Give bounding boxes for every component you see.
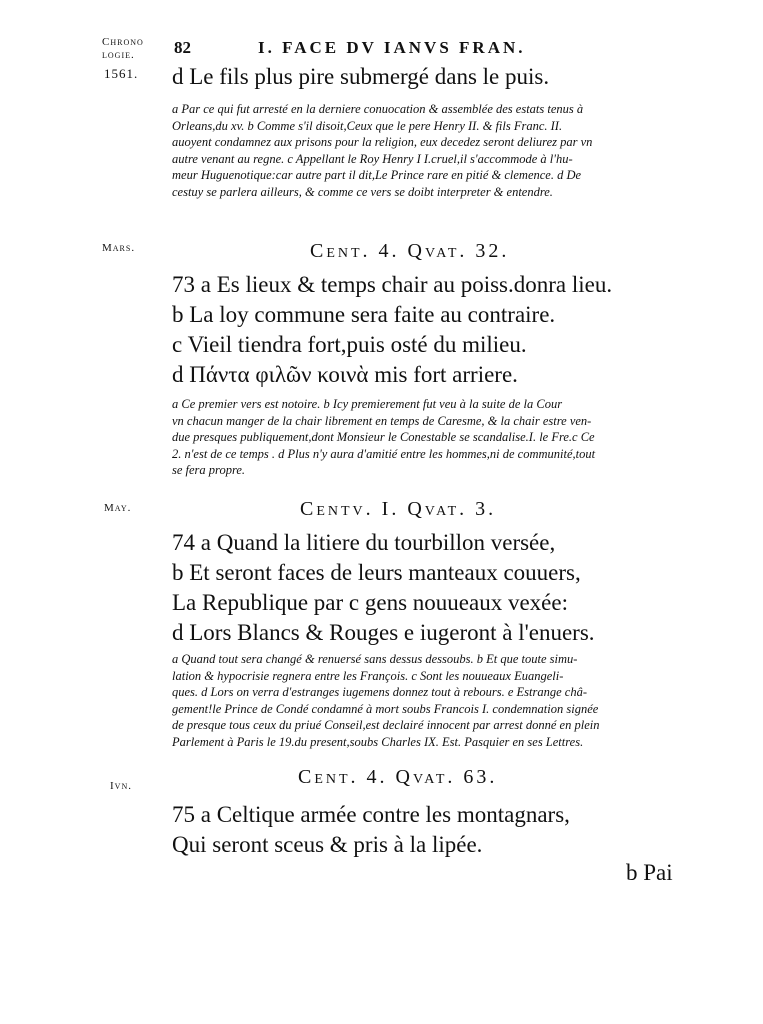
verse-text: Es lieux & temps chair au poiss.donra lieu.: [216, 272, 613, 297]
verse-line: [172, 530, 555, 556]
note-line: autre venant au regne. c Appellant le Roy Henry I I.cruel,il s'accommode à l'hu-: [172, 151, 573, 166]
verse-mark: d: [172, 620, 184, 645]
note-line: a Par ce qui fut arresté en la derniere conuocation & assemblée des estats tenus à: [172, 102, 584, 116]
note-line: 2. n'est de ce temps . d Plus n'y aura d'amitié entre les hommes,ni de communité,tout: [172, 446, 596, 461]
side-title-chronologie: [102, 36, 144, 61]
note-line: se fera propre.: [172, 463, 246, 477]
verse-text: Qui seront sceus & pris à la lipée.: [172, 832, 483, 857]
verse-line: [172, 302, 555, 328]
verse-mark: b: [172, 560, 184, 585]
verse-line: [172, 560, 581, 586]
note-line: vn chacun manger de la chair librement en temps de Caresme, & la chair estre ven-: [172, 413, 592, 428]
running-title: I. FACE DV IANVS FRAN.: [258, 38, 526, 57]
side-title-line2: logie.: [102, 49, 135, 61]
month-margin: Ivn.: [110, 780, 132, 792]
page-number: 82: [174, 38, 191, 57]
verse-line: [172, 620, 595, 646]
note-line: due presques publiquement,dont Monsieur le Conestable se scandalise.I. le Fre.c Ce: [172, 430, 595, 444]
catchword: b Pai: [626, 860, 673, 885]
note-block: [172, 651, 599, 750]
verse-text: Celtique armée contre les montagnars,: [216, 802, 570, 827]
verse-line: d Le fils plus pire submergé dans le puis.: [172, 64, 550, 89]
note-line: ques. d Lors on verra d'estranges iugemens donnez tout à rebours. e Estrange châ-: [172, 685, 588, 699]
centurie-heading: Cent. 4. Qvat. 32.: [310, 240, 510, 262]
month-margin: Mars.: [102, 242, 136, 254]
note-line: Orleans,du xv. b Comme s'il disoit,Ceux que le pere Henry II. & fils Franc. II.: [172, 118, 563, 133]
note-line: gement!le Prince de Condé condamné à mort soubs Francois I. condemnation signée: [172, 701, 599, 716]
verse-text: Πάντα φιλῶν κοινὰ mis fort arriere.: [189, 362, 518, 387]
month-margin: May.: [104, 502, 132, 514]
note-line: a Quand tout sera changé & renuersé sans dessus dessoubs. b Et que toute simu-: [172, 652, 578, 666]
centurie-heading: Cent. 4. Qvat. 63.: [298, 766, 498, 788]
note-line: Parlement à Paris le 19.du present,soubs Charles IX. Est. Pasquier en ses Lettres.: [172, 734, 584, 749]
verse-mark: 74 a: [172, 530, 211, 555]
verse-mark: b: [172, 302, 184, 327]
verse-line: [172, 832, 482, 858]
verse-mark: d: [172, 362, 184, 387]
verse-mark: 75 a: [172, 802, 211, 827]
note-block: [172, 396, 595, 479]
year-margin: 1561.: [104, 66, 139, 81]
verse-text: Et seront faces de leurs manteaux couuers,: [189, 560, 581, 585]
verse-text: Lors Blancs & Rouges e iugeront à l'enuers.: [189, 620, 595, 645]
verse-mark: 73 a: [172, 272, 211, 297]
verse-line: [172, 590, 568, 616]
note-line: lation & hypocrisie regnera entre les François. c Sont les nouueaux Euangeli-: [172, 668, 564, 683]
centurie-heading: Centv. I. Qvat. 3.: [300, 498, 497, 520]
verse-line: [172, 272, 612, 298]
note-line: de presque tous ceux du priué Conseil,est declairé innocent par arrest donné en plein: [172, 718, 600, 732]
verse-text: La Republique par c gens nouueaux vexée:: [172, 590, 568, 615]
note-block: [172, 101, 592, 200]
verse-text: Quand la litiere du tourbillon versée,: [216, 530, 556, 555]
verse-text: La loy commune sera faite au contraire.: [189, 302, 556, 327]
side-title-line1: Chrono: [102, 36, 144, 48]
verse-line: [172, 802, 570, 828]
note-line: auoyent condamnez aux prisons pour la religion, eux decedez seront deliurez par vn: [172, 135, 593, 149]
verse-line: [172, 332, 527, 358]
note-line: cestuy se parlera ailleurs, & comme ce vers se doibt interpreter & entendre.: [172, 184, 553, 199]
verse-text: Vieil tiendra fort,puis osté du milieu.: [187, 332, 527, 357]
verse-line: [172, 362, 518, 388]
verse-mark: c: [172, 332, 183, 357]
note-line: meur Huguenotique:car autre part il dit,Le Prince rare en pitié & clemence. d De: [172, 168, 582, 182]
note-line: a Ce premier vers est notoire. b Icy premierement fut veu à la suite de la Cour: [172, 397, 563, 411]
